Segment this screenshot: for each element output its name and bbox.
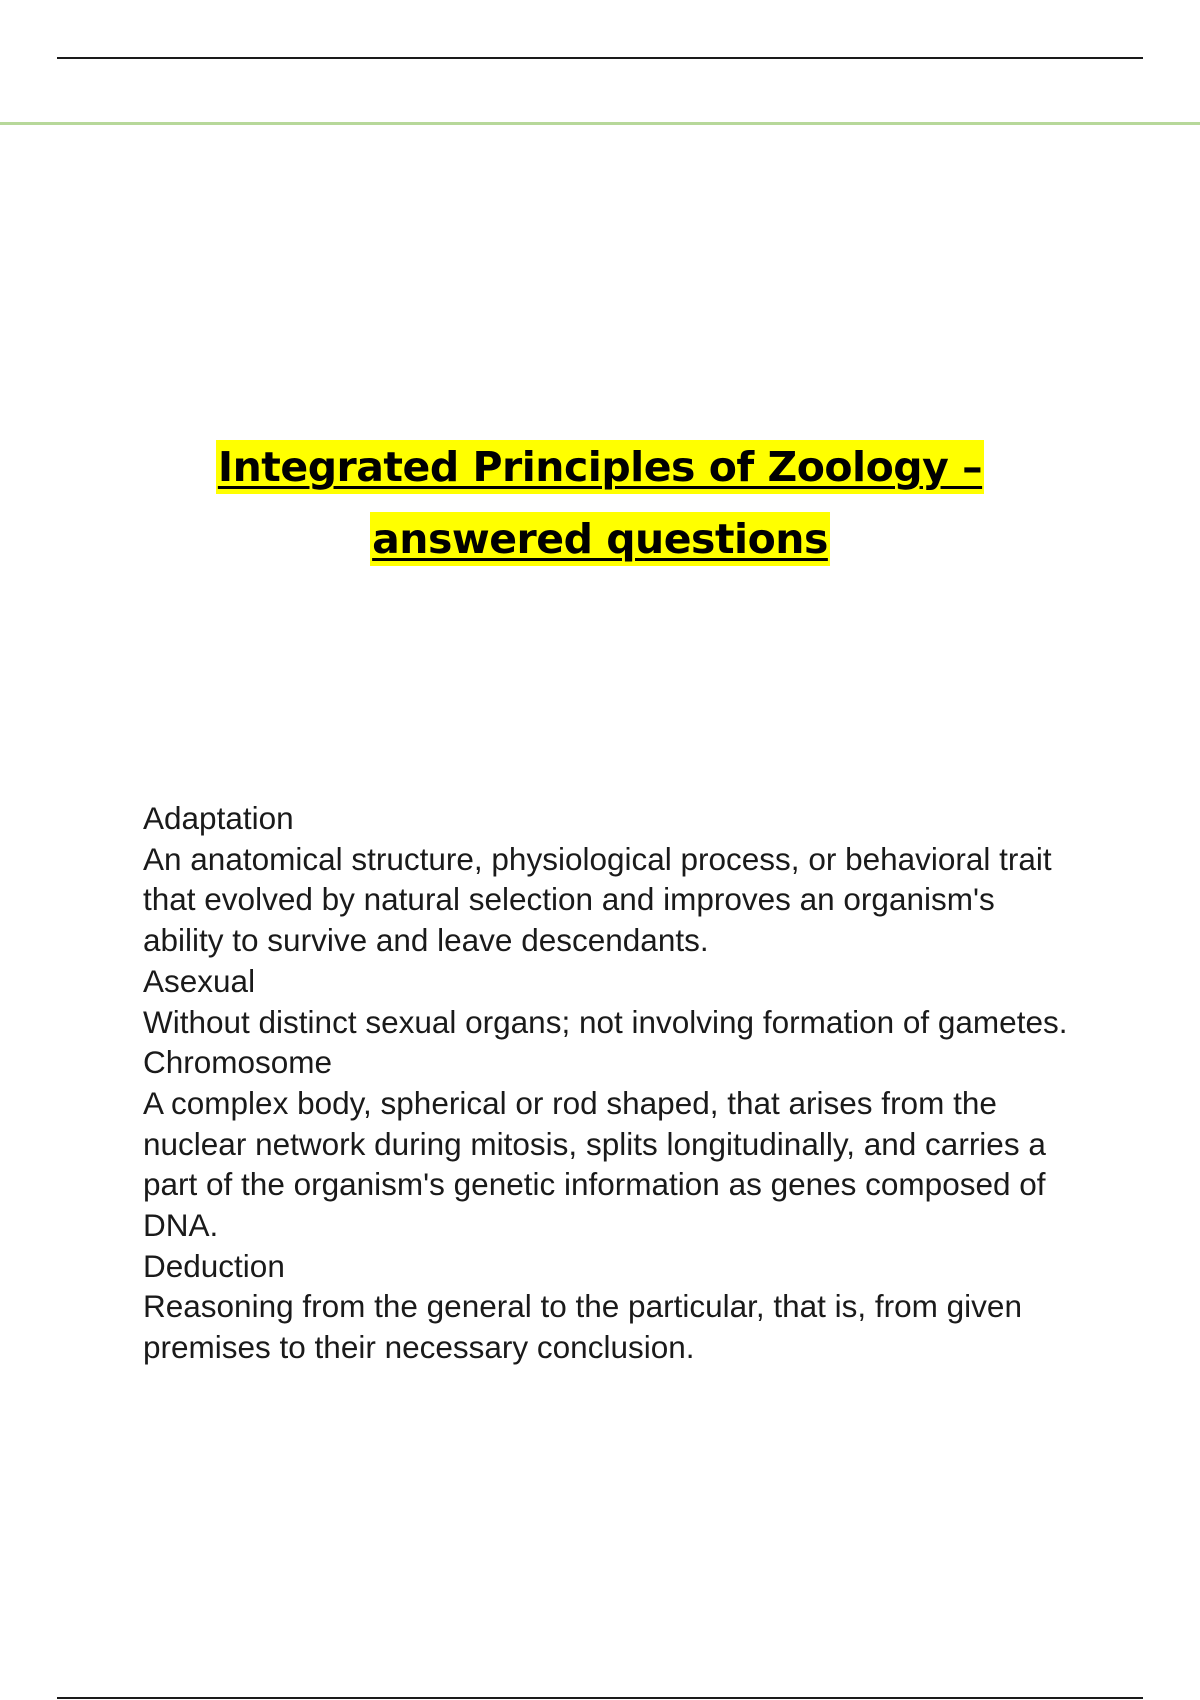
glossary-definition: An anatomical structure, physiological process, or behavioral trait that evolved by natural selection and improves an organism's ability to survive and leave descendants. <box>143 840 1052 959</box>
glossary-entry <box>143 798 1083 961</box>
glossary-definition: A complex body, spherical or rod shaped, that arises from the nuclear network during mitosis, splits longitudinally, and carries a part of the organism's genetic information as genes composed of DNA. <box>143 1084 1046 1244</box>
document-title <box>0 440 1200 584</box>
title-line-2: answered questions <box>370 512 830 566</box>
glossary-term: Asexual <box>143 962 256 999</box>
glossary-entry <box>143 1042 1083 1246</box>
glossary-term: Adaptation <box>143 800 294 836</box>
footer-rule <box>57 1697 1143 1699</box>
title-line-1: Integrated Principles of Zoology – <box>216 440 984 494</box>
header-top-rule <box>57 57 1143 59</box>
glossary-definition: Reasoning from the general to the particular, that is, from given premises to their necessary conclusion. <box>143 1288 1022 1366</box>
header-accent-rule <box>0 122 1200 125</box>
glossary-list <box>143 798 1083 1368</box>
glossary-definition: Without distinct sexual organs; not involving formation of gametes. <box>143 1003 1068 1040</box>
glossary-entry <box>143 1246 1083 1368</box>
glossary-entry <box>143 961 1083 1042</box>
glossary-term: Deduction <box>143 1247 285 1284</box>
glossary-term: Chromosome <box>143 1044 333 1081</box>
